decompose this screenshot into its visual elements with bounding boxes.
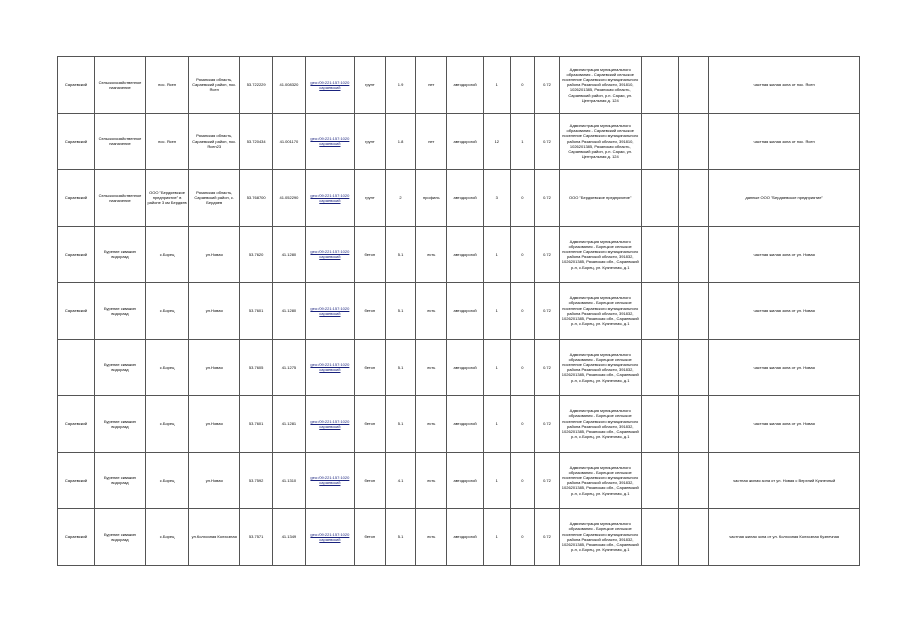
district-cell: [58, 339, 95, 396]
map-link[interactable]: geo:/09:221:157:1020 сараевский: [305, 113, 354, 170]
owner-cell: Администрация муниципального образования - Борецкое сельское поселение Сараевского муниципального района Рязанской области, 391832, 1026201385, Рязанская обл., Сараевский р-н, с.Борец, ул. Кузнечная, д.1: [559, 396, 641, 453]
empty-cell: [641, 57, 678, 114]
settlement-cell: пос. Ясен: [146, 113, 189, 170]
empty-cell: [641, 283, 678, 340]
empty-cell: [678, 509, 709, 566]
utility-cell: есть: [416, 283, 447, 340]
note-cell: частная жилая зона от ул. Новая: [709, 396, 860, 453]
longitude-cell: 41.1275: [273, 339, 306, 396]
longitude-cell: 41.1281: [273, 396, 306, 453]
coefficient-cell: 0.72: [535, 226, 560, 283]
area-cell: 5.1: [385, 283, 416, 340]
table-row: [58, 396, 860, 453]
area-cell: 5.1: [385, 339, 416, 396]
area-cell: 2: [385, 170, 416, 227]
map-link[interactable]: geo:/09:221:157:1020 сараевский: [305, 170, 354, 227]
flag-cell: 0: [510, 396, 535, 453]
area-cell: 4.1: [385, 452, 416, 509]
longitude-cell: 41.1310: [273, 452, 306, 509]
empty-cell: [641, 339, 678, 396]
count-cell: 1: [483, 283, 510, 340]
owner-cell: Администрация муниципального образования - Борецкое сельское поселение Сараевского муниципального района Рязанской области, 391832, 1026201385, Рязанская обл., Сараевский р-н, с.Борец, ул. Кузнечная, д.1: [559, 339, 641, 396]
address-cell: ул.Новая: [189, 396, 240, 453]
longitude-cell: 41.1280: [273, 283, 306, 340]
latitude-cell: 53.7620: [240, 226, 273, 283]
coefficient-cell: 0.72: [535, 509, 560, 566]
note-cell: частная жилая зона от ул. Новая: [709, 283, 860, 340]
utility-cell: есть: [416, 226, 447, 283]
access-cell: автодорогой: [447, 452, 484, 509]
empty-cell: [641, 170, 678, 227]
address-cell: Рязанская область, Сараевский район, пос. Ясен: [189, 57, 240, 114]
owner-cell: Администрация муниципального образования - Сараевский сельское поселение Сараевского муниципального района Рязанской области, 391810, 1026201385, Рязанская область, Сараевский район, р.п. Сараи, ул. Центральная д. 124: [559, 57, 641, 114]
type-cell: грунт: [354, 57, 385, 114]
latitude-cell: 53.7605: [240, 339, 273, 396]
settlement-cell: с.Борец: [146, 339, 189, 396]
empty-cell: [641, 452, 678, 509]
owner-cell: ООО "Бердяевское предприятие": [559, 170, 641, 227]
access-cell: автодорогой: [447, 396, 484, 453]
coefficient-cell: 0.72: [535, 283, 560, 340]
flag-cell: 0: [510, 339, 535, 396]
access-cell: автодорогой: [447, 339, 484, 396]
flag-cell: 0: [510, 57, 535, 114]
owner-cell: Администрация муниципального образования - Борецкое сельское поселение Сараевского муниципального района Рязанской области, 391832, 1026201385, Рязанская обл., Сараевский р-н, с.Борец, ул. Кузнечная, д.1: [559, 452, 641, 509]
table-row: [58, 57, 860, 114]
settlement-cell: с.Борец: [146, 226, 189, 283]
name-cell: Бурение скважин водоразд: [94, 396, 145, 453]
type-cell: грунт: [354, 170, 385, 227]
map-link[interactable]: geo:/09:221:157:1020 сараевский: [305, 509, 354, 566]
count-cell: 1: [483, 396, 510, 453]
address-cell: ул.Колхозная Колхозная: [189, 509, 240, 566]
longitude-cell: 41.001170: [273, 113, 306, 170]
type-cell: бетон: [354, 283, 385, 340]
utility-cell: есть: [416, 396, 447, 453]
access-cell: автодорогой: [447, 113, 484, 170]
note-cell: частная жилая зона от пос. Ясен: [709, 113, 860, 170]
latitude-cell: 53.7601: [240, 396, 273, 453]
owner-cell: Администрация муниципального образования - Борецкое сельское поселение Сараевского муниципального района Рязанской области, 391832, 1026201385, Рязанская обл., Сараевский р-н, с.Борец, ул. Кузнечная, д.1: [559, 283, 641, 340]
coefficient-cell: 0.72: [535, 339, 560, 396]
flag-cell: 0: [510, 170, 535, 227]
latitude-cell: 53.720434: [240, 113, 273, 170]
type-cell: бетон: [354, 226, 385, 283]
count-cell: 1: [483, 452, 510, 509]
empty-cell: [678, 452, 709, 509]
type-cell: бетон: [354, 509, 385, 566]
district-cell: Сараевский: [58, 170, 95, 227]
map-link[interactable]: geo:/09:221:157:1020 сараевский: [305, 283, 354, 340]
note-cell: частная жилая зона от пос. Ясен: [709, 57, 860, 114]
longitude-cell: 41.1349: [273, 509, 306, 566]
latitude-cell: 53.722229: [240, 57, 273, 114]
empty-cell: [678, 113, 709, 170]
empty-cell: [678, 283, 709, 340]
count-cell: 1: [483, 509, 510, 566]
name-cell: Сельскохозяйственное назначение: [94, 113, 145, 170]
table-row: [58, 170, 860, 227]
utility-cell: есть: [416, 509, 447, 566]
type-cell: бетон: [354, 452, 385, 509]
table-row: [58, 509, 860, 566]
map-link[interactable]: geo:/09:221:157:1020 сараевский: [305, 226, 354, 283]
flag-cell: 0: [510, 452, 535, 509]
utility-cell: нет: [416, 113, 447, 170]
empty-cell: [641, 226, 678, 283]
settlement-cell: с.Борец: [146, 509, 189, 566]
name-cell: Сельскохозяйственное назначение: [94, 170, 145, 227]
area-cell: 5.1: [385, 226, 416, 283]
owner-cell: Администрация муниципального образования - Борецкое сельское поселение Сараевского муниципального района Рязанской области, 391832, 1026201385, Рязанская обл., Сараевский р-н, с.Борец, ул. Кузнечная, д.1: [559, 509, 641, 566]
flag-cell: 0: [510, 226, 535, 283]
coefficient-cell: 0.72: [535, 57, 560, 114]
utility-cell: есть: [416, 339, 447, 396]
note-cell: частная жилая зона от ул. Новая: [709, 226, 860, 283]
empty-cell: [678, 339, 709, 396]
latitude-cell: 53.7601: [240, 283, 273, 340]
coefficient-cell: 0.72: [535, 113, 560, 170]
name-cell: Сельскохозяйственное назначение: [94, 57, 145, 114]
map-link[interactable]: geo:/09:221:157:1020 сараевский: [305, 396, 354, 453]
owner-cell: Администрация муниципального образования - Борецкое сельское поселение Сараевского муниципального района Рязанской области, 391832, 1026201385, Рязанская обл., Сараевский р-н, с.Борец, ул. Кузнечная, д.1: [559, 226, 641, 283]
address-cell: Рязанская область, Сараевский район, пос. Ясен23: [189, 113, 240, 170]
coefficient-cell: 0.72: [535, 396, 560, 453]
empty-cell: [678, 226, 709, 283]
access-cell: автодорогой: [447, 57, 484, 114]
empty-cell: [641, 396, 678, 453]
district-cell: Сараевский: [58, 113, 95, 170]
note-cell: частная жилая зона от ул. Новая: [709, 339, 860, 396]
map-link[interactable]: geo:/09:221:157:1020 сараевский: [305, 452, 354, 509]
area-cell: 1.8: [385, 113, 416, 170]
settlement-cell: ООО "Бердяевское предприятие" в районе 3 км Бердяев: [146, 170, 189, 227]
empty-cell: [641, 509, 678, 566]
table-row: [58, 113, 860, 170]
access-cell: автодорогой: [447, 226, 484, 283]
note-cell: данные ООО "Бердяевское предприятие": [709, 170, 860, 227]
map-link[interactable]: geo:/09:221:157:1020 сараевский: [305, 339, 354, 396]
access-cell: автодорогой: [447, 283, 484, 340]
access-cell: автодорогой: [447, 170, 484, 227]
type-cell: грунт: [354, 113, 385, 170]
count-cell: 1: [483, 226, 510, 283]
name-cell: Бурение скважин водоразд: [94, 452, 145, 509]
name-cell: Бурение скважин водоразд: [94, 509, 145, 566]
table-row: [58, 339, 860, 396]
address-cell: ул.Новая: [189, 452, 240, 509]
district-cell: Сараевский: [58, 396, 95, 453]
note-cell: частная жилая зона от ул. Колхозная Колхозная Кузнечная: [709, 509, 860, 566]
settlement-cell: с.Борец: [146, 283, 189, 340]
empty-cell: [641, 113, 678, 170]
utility-cell: нет: [416, 57, 447, 114]
latitude-cell: 53.7571: [240, 509, 273, 566]
flag-cell: 0: [510, 509, 535, 566]
type-cell: бетон: [354, 339, 385, 396]
district-cell: Сараевский: [58, 57, 95, 114]
district-cell: Сараевский: [58, 452, 95, 509]
settlement-cell: с.Борец: [146, 452, 189, 509]
address-cell: ул.Новая: [189, 283, 240, 340]
longitude-cell: 41.052290: [273, 170, 306, 227]
utility-cell: профиль: [416, 170, 447, 227]
district-cell: Сараевский: [58, 226, 95, 283]
area-cell: 5.1: [385, 509, 416, 566]
settlement-cell: пос. Ясен: [146, 57, 189, 114]
longitude-cell: 41.1280: [273, 226, 306, 283]
table-row: [58, 283, 860, 340]
address-cell: ул.Новая: [189, 226, 240, 283]
count-cell: 12: [483, 113, 510, 170]
table-row: [58, 452, 860, 509]
owner-cell: Администрация муниципального образования - Сараевский сельское поселение Сараевского муниципального района Рязанской области, 391810, 1026201385, Рязанская область, Сараевский район, р.п. Сараи, ул. Центральная д. 124: [559, 113, 641, 170]
flag-cell: 0: [510, 283, 535, 340]
register-table: [57, 56, 860, 566]
area-cell: 1.9: [385, 57, 416, 114]
count-cell: 1: [483, 339, 510, 396]
map-link[interactable]: geo:/09:221:157:1020 сараевский: [305, 57, 354, 114]
count-cell: 3: [483, 170, 510, 227]
empty-cell: [678, 57, 709, 114]
empty-cell: [678, 396, 709, 453]
address-cell: Рязанская область, Сараевский район, с. Бердяев: [189, 170, 240, 227]
type-cell: бетон: [354, 396, 385, 453]
table-row: [58, 226, 860, 283]
table-body: [58, 57, 860, 566]
flag-cell: 1: [510, 113, 535, 170]
note-cell: частная жилая зона от ул. Новая с Верхний Кузнечный: [709, 452, 860, 509]
coefficient-cell: 0.72: [535, 170, 560, 227]
latitude-cell: 53.768700: [240, 170, 273, 227]
name-cell: Бурение скважин водоразд: [94, 226, 145, 283]
utility-cell: есть: [416, 452, 447, 509]
latitude-cell: 53.7592: [240, 452, 273, 509]
district-cell: Сараевский: [58, 283, 95, 340]
access-cell: автодорогой: [447, 509, 484, 566]
coefficient-cell: 0.72: [535, 452, 560, 509]
name-cell: Бурение скважин водоразд: [94, 283, 145, 340]
area-cell: 5.1: [385, 396, 416, 453]
address-cell: ул.Новая: [189, 339, 240, 396]
name-cell: Бурение скважин водоразд: [94, 339, 145, 396]
count-cell: 1: [483, 57, 510, 114]
settlement-cell: с.Борец: [146, 396, 189, 453]
longitude-cell: 41.008320: [273, 57, 306, 114]
district-cell: Сараевский: [58, 509, 95, 566]
empty-cell: [678, 170, 709, 227]
